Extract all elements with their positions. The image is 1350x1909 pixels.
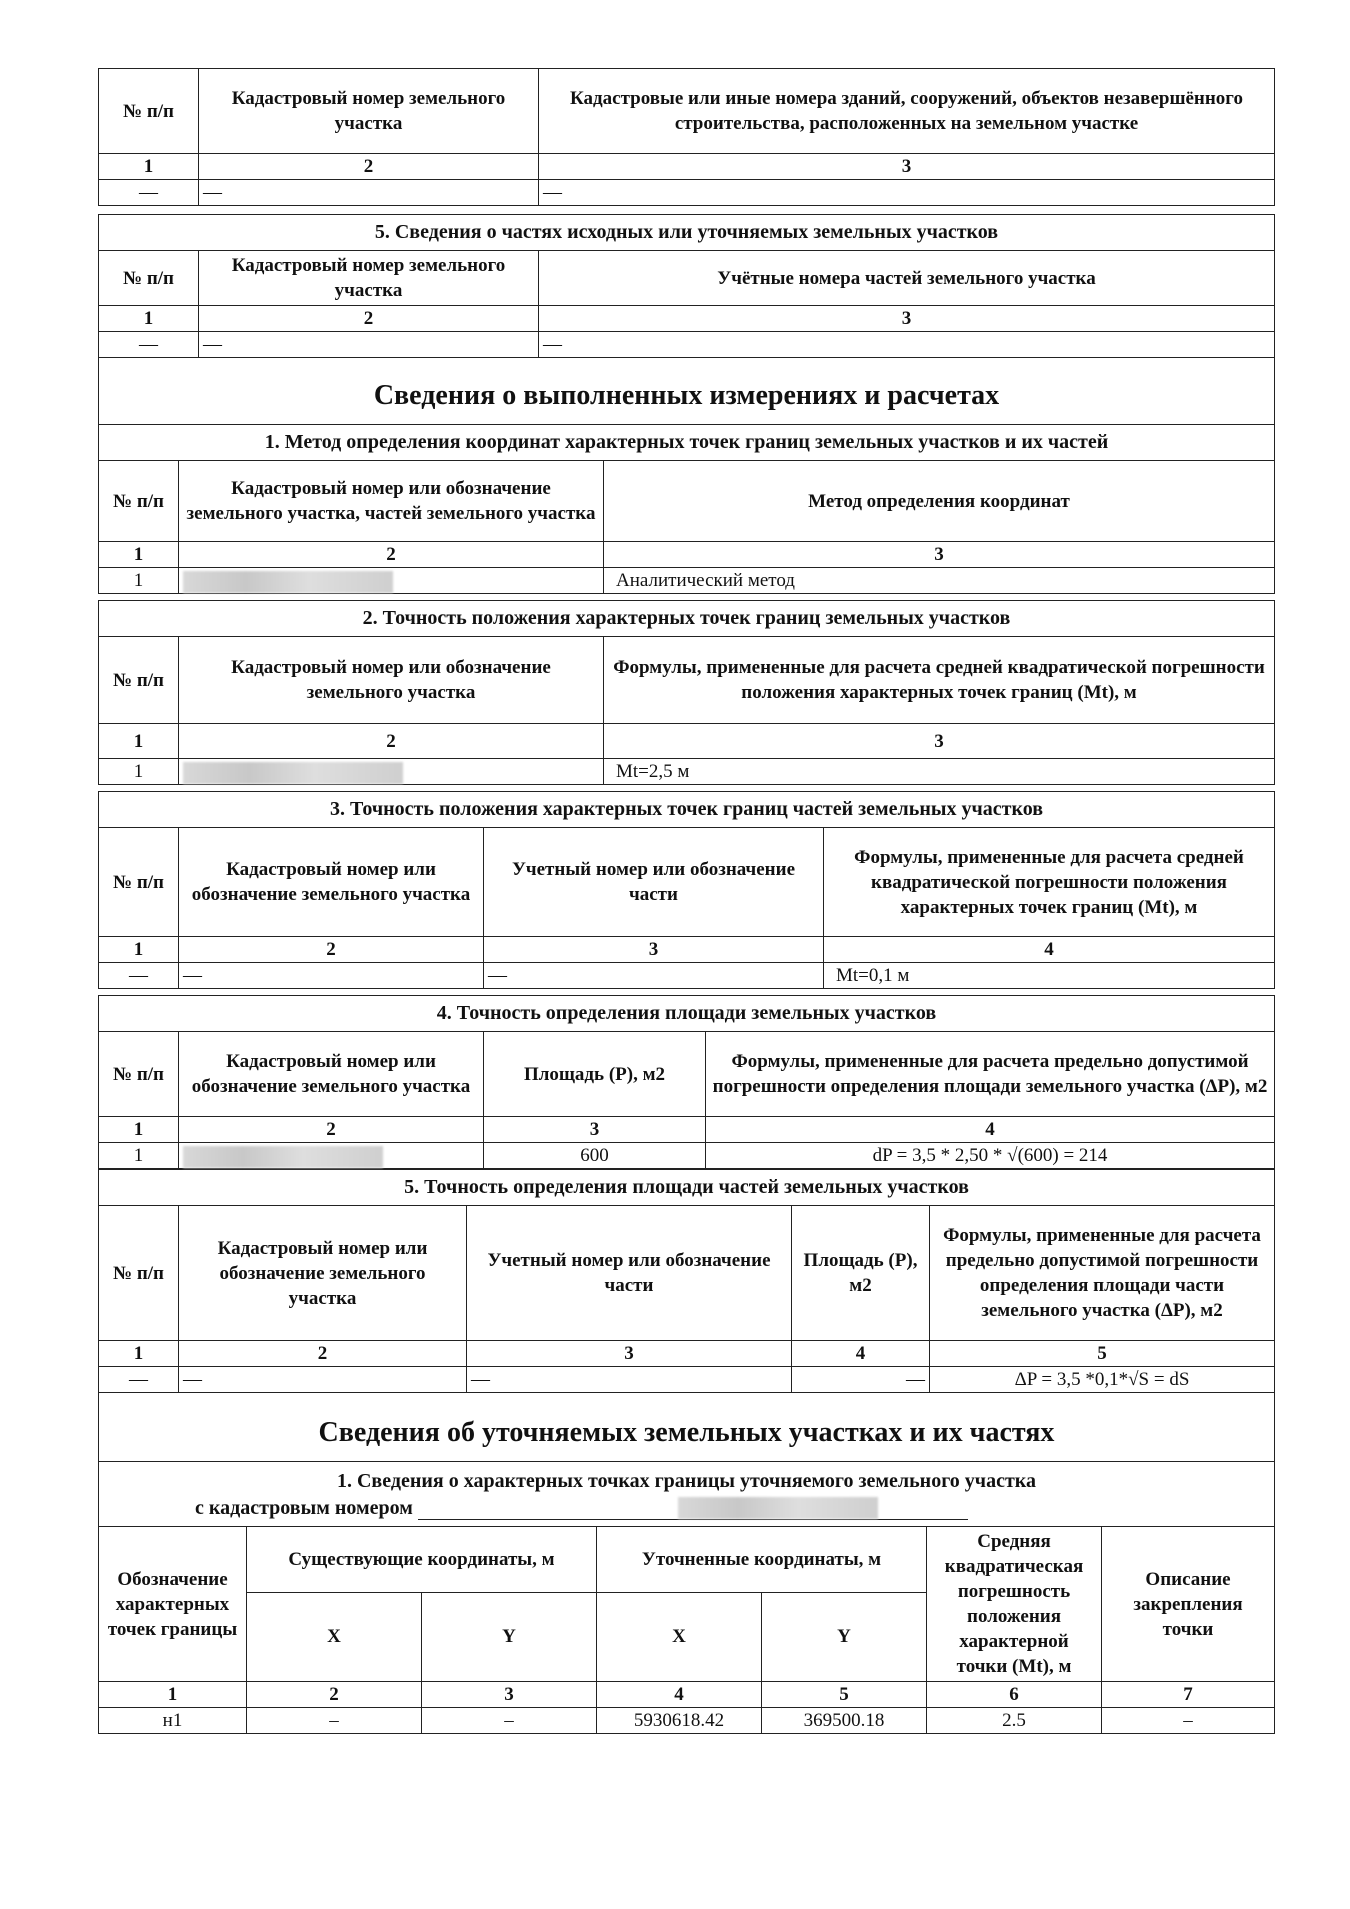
table-cell: – (1102, 1708, 1275, 1734)
accuracy-table (98, 636, 1275, 785)
col-header: Кадастровый номер или обозначение земельного участка (179, 637, 604, 724)
cadastral-number-field (418, 1497, 968, 1520)
table-cell: ΔP = 3,5 *0,1*√S = dS (930, 1367, 1275, 1393)
table-cell: — (179, 1367, 467, 1393)
col-header: Обозначение характерных точек границы (99, 1527, 247, 1682)
col-header: Учетный номер или обозначение части (484, 828, 824, 937)
col-header: Описание закрепления точки (1102, 1527, 1275, 1682)
col-number: 2 (179, 724, 604, 759)
table-cell: 1 (99, 1143, 179, 1169)
area-accuracy-table (98, 1031, 1275, 1169)
col-number: 7 (1102, 1682, 1275, 1708)
col-header: Кадастровый номер или обозначение земельного участка (179, 828, 484, 937)
cadastral-label: с кадастровым номером (195, 1497, 413, 1519)
cadastral-line (99, 1497, 1274, 1520)
table-cell: dP = 3,5 * 2,50 * √(600) = 214 (706, 1143, 1275, 1169)
col-number: 3 (467, 1341, 792, 1367)
table-cell: — (199, 180, 539, 206)
col-number: 4 (597, 1682, 762, 1708)
col-header: Формулы, примененные для расчета предельно допустимой погрешности определения площади части земельного участка (ΔP), м2 (930, 1206, 1275, 1341)
points-section-header (98, 1461, 1275, 1526)
col-header: Учетный номер или обозначение части (467, 1206, 792, 1341)
col-header-y: Y (762, 1592, 927, 1681)
col-number: 4 (706, 1117, 1275, 1143)
table-cell: — (539, 332, 1275, 358)
parts-table (98, 250, 1275, 358)
col-header: Кадастровый номер или обозначение земельного участка (179, 1206, 467, 1341)
col-number: 6 (927, 1682, 1102, 1708)
col-header: Кадастровый номер или обозначение земельного участка (179, 1032, 484, 1117)
table-cell: 369500.18 (762, 1708, 927, 1734)
col-header: № п/п (99, 1206, 179, 1341)
col-header: № п/п (99, 1032, 179, 1117)
col-number: 1 (99, 937, 179, 963)
col-header: Площадь (P), м2 (792, 1206, 930, 1341)
table-cell: 2.5 (927, 1708, 1102, 1734)
col-header-y: Y (422, 1592, 597, 1681)
col-number: 1 (99, 1682, 247, 1708)
table-cell: – (422, 1708, 597, 1734)
redaction-blur (183, 1146, 383, 1168)
table-cell: — (99, 1367, 179, 1393)
col-number: 1 (99, 1341, 179, 1367)
table-cell: — (467, 1367, 792, 1393)
redaction-blur (183, 762, 403, 784)
col-header: Уточненные координаты, м (597, 1527, 927, 1593)
table-cell: — (199, 332, 539, 358)
col-header: № п/п (99, 828, 179, 937)
table-cell: Mt=2,5 м (604, 759, 1275, 785)
section-title: 5. Точность определения площади частей земельных участков (98, 1169, 1275, 1205)
col-number: 3 (604, 542, 1275, 568)
col-header: Кадастровый номер земельного участка (199, 251, 539, 306)
section-title: 1. Сведения о характерных точках границы уточняемого земельного участка (336, 1470, 1036, 1492)
section-title: 1. Метод определения координат характерных точек границ земельных участков и их частей (98, 424, 1275, 460)
col-header: № п/п (99, 637, 179, 724)
document-page (98, 68, 1275, 1734)
col-header-x: X (597, 1592, 762, 1681)
col-number: 5 (930, 1341, 1275, 1367)
col-header: Формулы, примененные для расчета средней квадратической погрешности положения характерных точек границ (Mt), м (604, 637, 1275, 724)
col-number: 3 (422, 1682, 597, 1708)
method-table (98, 460, 1275, 594)
col-header: Средняя квадратическая погрешность положения характерной точки (Mt), м (927, 1527, 1102, 1682)
table-cell: Mt=0,1 м (824, 963, 1275, 989)
col-header: Учётные номера частей земельного участка (539, 251, 1275, 306)
col-number: 3 (539, 306, 1275, 332)
col-number: 5 (762, 1682, 927, 1708)
col-header: Кадастровые или иные номера зданий, сооружений, объектов незавершённого строительства, расположенных на земельном участке (539, 69, 1275, 154)
table-cell: — (99, 180, 199, 206)
col-number: 4 (824, 937, 1275, 963)
col-number: 4 (792, 1341, 930, 1367)
col-number: 1 (99, 154, 199, 180)
table-cell: 5930618.42 (597, 1708, 762, 1734)
col-number: 2 (179, 937, 484, 963)
table-cell: Аналитический метод (604, 568, 1275, 594)
col-number: 3 (539, 154, 1275, 180)
parts-accuracy-table (98, 827, 1275, 989)
col-number: 3 (604, 724, 1275, 759)
col-number: 2 (179, 1117, 484, 1143)
table-cell: — (484, 963, 824, 989)
col-header: № п/п (99, 69, 199, 154)
col-header: № п/п (99, 251, 199, 306)
col-number: 2 (199, 306, 539, 332)
section-title: 5. Сведения о частях исходных или уточняемых земельных участков (98, 214, 1275, 250)
col-header: Формулы, примененные для расчета средней квадратической погрешности положения характерных точек границ (Mt), м (824, 828, 1275, 937)
redaction-blur (678, 1497, 878, 1519)
boundary-points-table (98, 1526, 1275, 1734)
table-cell: — (99, 963, 179, 989)
redacted-cadastral-number (179, 1143, 484, 1169)
clarified-heading: Сведения об уточняемых земельных участках и их частях (98, 1393, 1275, 1461)
col-number: 2 (179, 542, 604, 568)
col-number: 3 (484, 1117, 706, 1143)
table-cell: – (247, 1708, 422, 1734)
table-cell: — (179, 963, 484, 989)
buildings-table (98, 68, 1275, 206)
table-cell: — (539, 180, 1275, 206)
table-cell: 1 (99, 759, 179, 785)
col-header: Кадастровый номер или обозначение земельного участка, частей земельного участка (179, 461, 604, 542)
col-number: 1 (99, 306, 199, 332)
col-header: Площадь (P), м2 (484, 1032, 706, 1117)
measurements-heading: Сведения о выполненных измерениях и расчетах (98, 358, 1275, 424)
section-title: 3. Точность положения характерных точек границ частей земельных участков (98, 791, 1275, 827)
col-number: 2 (247, 1682, 422, 1708)
col-header: Формулы, примененные для расчета предельно допустимой погрешности определения площади земельного участка (ΔP), м2 (706, 1032, 1275, 1117)
col-number: 1 (99, 542, 179, 568)
table-cell: — (792, 1367, 930, 1393)
section-title: 4. Точность определения площади земельных участков (98, 995, 1275, 1031)
redaction-blur (183, 571, 393, 593)
redacted-cadastral-number (179, 568, 604, 594)
redacted-cadastral-number (179, 759, 604, 785)
col-number: 1 (99, 724, 179, 759)
section-title: 2. Точность положения характерных точек границ земельных участков (98, 600, 1275, 636)
col-header: Существующие координаты, м (247, 1527, 597, 1593)
col-header: Кадастровый номер земельного участка (199, 69, 539, 154)
col-number: 2 (199, 154, 539, 180)
col-header-x: X (247, 1592, 422, 1681)
table-cell: н1 (99, 1708, 247, 1734)
col-header: № п/п (99, 461, 179, 542)
table-cell: — (99, 332, 199, 358)
table-cell: 1 (99, 568, 179, 594)
col-number: 3 (484, 937, 824, 963)
col-header: Метод определения координат (604, 461, 1275, 542)
col-number: 2 (179, 1341, 467, 1367)
col-number: 1 (99, 1117, 179, 1143)
table-cell: 600 (484, 1143, 706, 1169)
parts-area-accuracy-table (98, 1205, 1275, 1393)
